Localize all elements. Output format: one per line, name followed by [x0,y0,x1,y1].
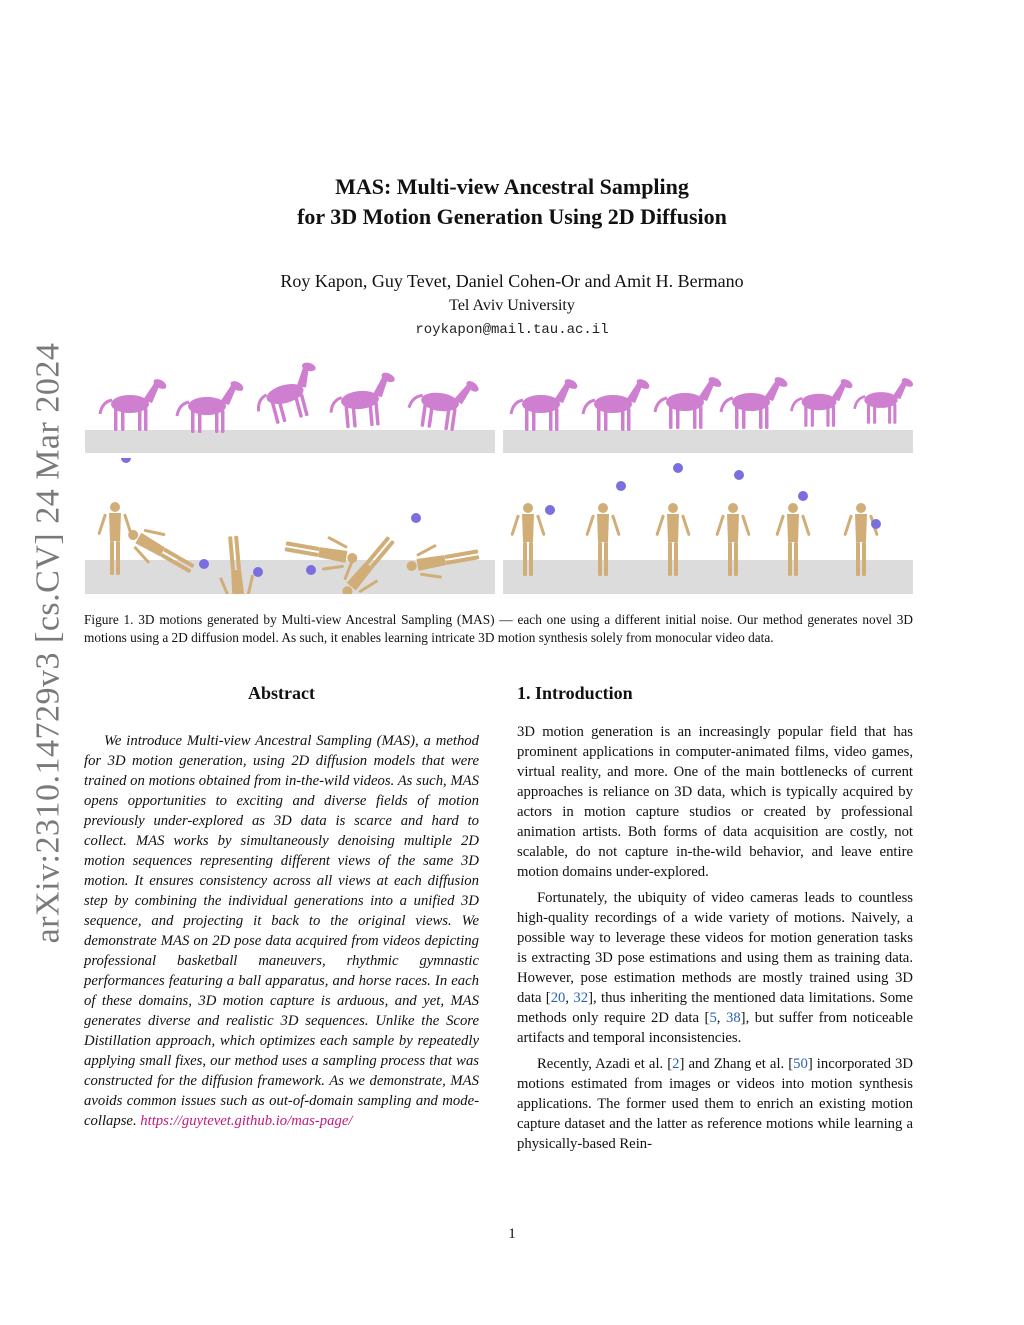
introduction-heading: 1. Introduction [517,683,633,703]
citation-link[interactable]: 32 [573,990,589,1006]
ball [253,567,263,577]
gymnast-ball-panel [85,458,495,594]
intro-paragraph-3: Recently, Azadi et al. [2] and Zhang et al. [50] incorporated 3D motions estimated from images or videos into motion synthesis applications. The former used them to enrich an existing motion capture dataset and the latter as reference motions while learning a physically-based Rein- [517,1056,913,1152]
citation-link[interactable]: 50 [793,1056,808,1072]
horse [511,377,579,431]
abstract-heading: Abstract [248,683,315,703]
horse [407,371,482,434]
floor [503,430,913,453]
horse [328,370,401,430]
arxiv-stamp [28,342,68,944]
paper-title [0,172,1024,232]
ball [616,481,626,491]
citation-link[interactable]: 20 [550,990,566,1006]
author-email[interactable]: roykapon@mail.tau.ac.il [415,322,609,338]
gymnast-leg-raise-panel [503,458,913,594]
ball [411,513,421,523]
abstract-text: We introduce Multi-view Ancestral Sampling (MAS), a method for 3D motion generation, using 2D diffusion models that were trained on motions obtained from in-the-wild videos. As such, MAS opens opportunities to exciting and diverse fields of motion previously under-explored as 3D data is scarce and hard to collect. MAS works by simultaneously denoising multiple 2D motion sequences representing different views of the same 3D motion. It ensures consistency across all views at each diffusion step by combining the individual generations into a unified 3D sequence, and projecting it back to the original views. We demonstrate MAS on 2D pose data acquired from videos depicting professional basketball maneuvers, rhythmic gymnastic performances featuring a ball apparatus, and horse races. In each of these domains, 3D motion capture is arduous, and yet, MAS generates diverse and realistic 3D sequences. Unlike the Score Distillation approach, which optimizes each sample by repeatedly applying small fixes, our method uses a sampling process that was constructed for the diffusion framework. As we demonstrate, MAS avoids common issues such as out-of-domain sampling and mode-collapse. [84,733,479,1129]
ball [871,519,881,529]
page-number: 1 [508,1226,516,1242]
introduction-body [517,722,913,1160]
arxiv-identifier[interactable]: arXiv:2310.14729v3 [cs.CV] 24 Mar 2024 [29,342,67,944]
ball [306,565,316,575]
ball [734,470,744,480]
horse [249,358,329,428]
ball [545,505,555,515]
horse [721,375,789,429]
horse [583,377,651,431]
citation-link[interactable]: 5 [709,1010,717,1026]
title-line-1: MAS: Multi-view Ancestral Sampling [335,174,689,199]
floor [85,430,495,453]
horse [177,379,245,433]
author-list: Roy Kapon, Guy Tevet, Daniel Cohen-Or and Amit H. Bermano [280,271,744,291]
ball [199,559,209,569]
title-line-2: for 3D Motion Generation Using 2D Diffusion [297,204,727,229]
horse-gallop-panel [503,358,913,453]
ball [121,458,131,463]
horse-jump-panel [85,358,495,453]
intro-paragraph-1: 3D motion generation is an increasingly popular field that has prominent applications in computer-animated films, video games, virtual reality, and more. One of the main bottlenecks of current approaches is reliance on 3D data, which is typically acquired by actors in motion capture studios or created by professional animation artists. Both forms of data acquisition are costly, not scalable, do not capture in-the-wild behavior, and leave entire motion domains under-explored. [517,724,913,880]
horse [100,377,168,431]
citation-link[interactable]: 2 [672,1056,680,1072]
citation-link[interactable]: 38 [725,1010,741,1026]
project-page-link[interactable]: https://guytevet.github.io/mas-page/ [140,1113,353,1129]
intro-paragraph-2: Fortunately, the ubiquity of video cameras leads to countless high-quality recordings of a wide variety of motions. Naively, a possible way to leverage these videos for motion generation tasks is extracting 3D pose estimations and using them as training data. However, pose estimation methods are mostly trained using 3D data [20, 32], thus inheriting the mentioned data limitations. Some methods only require 2D data [5, 38], but suffer from noticeable artifacts and temporal inconsistencies. [517,890,914,1046]
ball [673,463,683,473]
figure-caption: Figure 1. 3D motions generated by Multi-view Ancestral Sampling (MAS) — each one using a different initial noise. Our method generates novel 3D motions using a 2D diffusion model. As such, it enables learning intricate 3D motion synthesis solely from monocular video data. [84,612,913,645]
abstract-body [84,731,479,1131]
floor [503,560,913,594]
horse [791,377,854,427]
teaser-figure [85,358,913,594]
horse [655,375,723,429]
ball [798,491,808,501]
horse [855,376,913,423]
affiliation: Tel Aviv University [449,297,575,314]
